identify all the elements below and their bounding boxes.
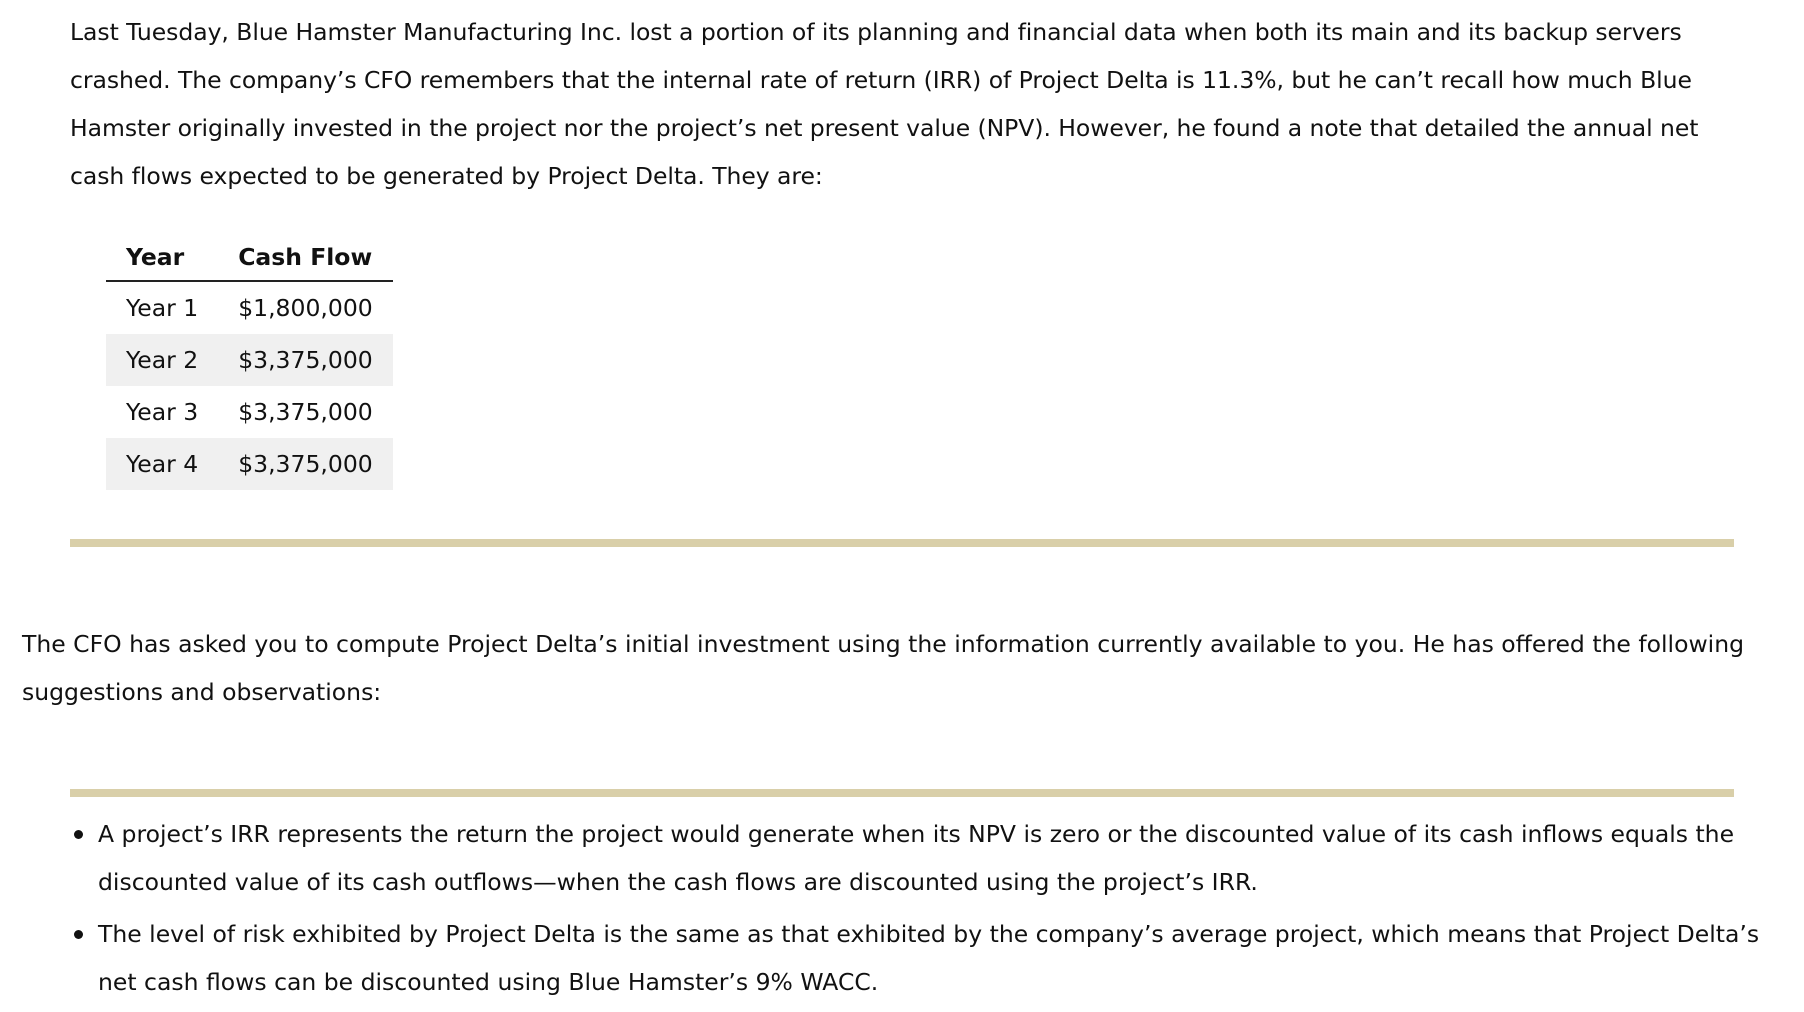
year-cell: Year 3	[126, 398, 199, 426]
year-column-header: Year	[106, 234, 218, 281]
ask-paragraph: The CFO has asked you to compute Project Delta’s initial investment using the information currently available to you. He has offered the following suggestions and observations:	[22, 630, 1745, 706]
table-row	[106, 281, 393, 334]
cash-flow-cell: $3,375,000	[238, 398, 373, 426]
list-item: The level of risk exhibited by Project Delta is the same as that exhibited by the company’s average project, which means that Project Delta’s net cash flows can be discounted using Blue Hamster’s 9% WACC.	[70, 910, 1770, 1006]
table-row	[106, 334, 393, 386]
cash-flow-table	[106, 234, 393, 490]
observations-list	[70, 810, 1770, 1010]
cash-flow-column-header: Cash Flow	[218, 234, 393, 281]
cash-flow-cell: $1,800,000	[238, 294, 373, 322]
cash-flow-cell: $3,375,000	[218, 334, 393, 386]
list-item: A project’s IRR represents the return the project would generate when its NPV is zero or the discounted value of its cash inflows equals the discounted value of its cash outflows—when the cash flows are discounted using the project’s IRR.	[70, 810, 1770, 906]
year-cell: Year 4	[106, 438, 218, 490]
section-divider	[70, 789, 1734, 797]
year-cell: Year 1	[126, 294, 199, 322]
year-cell: Year 2	[106, 334, 218, 386]
intro-paragraph: Last Tuesday, Blue Hamster Manufacturing Inc. lost a portion of its planning and financial data when both its main and its backup servers crashed. The company’s CFO remembers that the internal rate of return (IRR) of Project Delta is 11.3%, but he can’t recall how much Blue Hamster originally invested in the project nor the project’s net present value (NPV). However, he found a note that detailed the annual net cash flows expected to be generated by Project Delta. They are:	[70, 18, 1699, 190]
cash-flow-cell: $3,375,000	[218, 438, 393, 490]
section-divider	[70, 539, 1734, 547]
table-row	[106, 438, 393, 490]
table-row	[106, 386, 393, 438]
table-header-row	[106, 234, 393, 281]
